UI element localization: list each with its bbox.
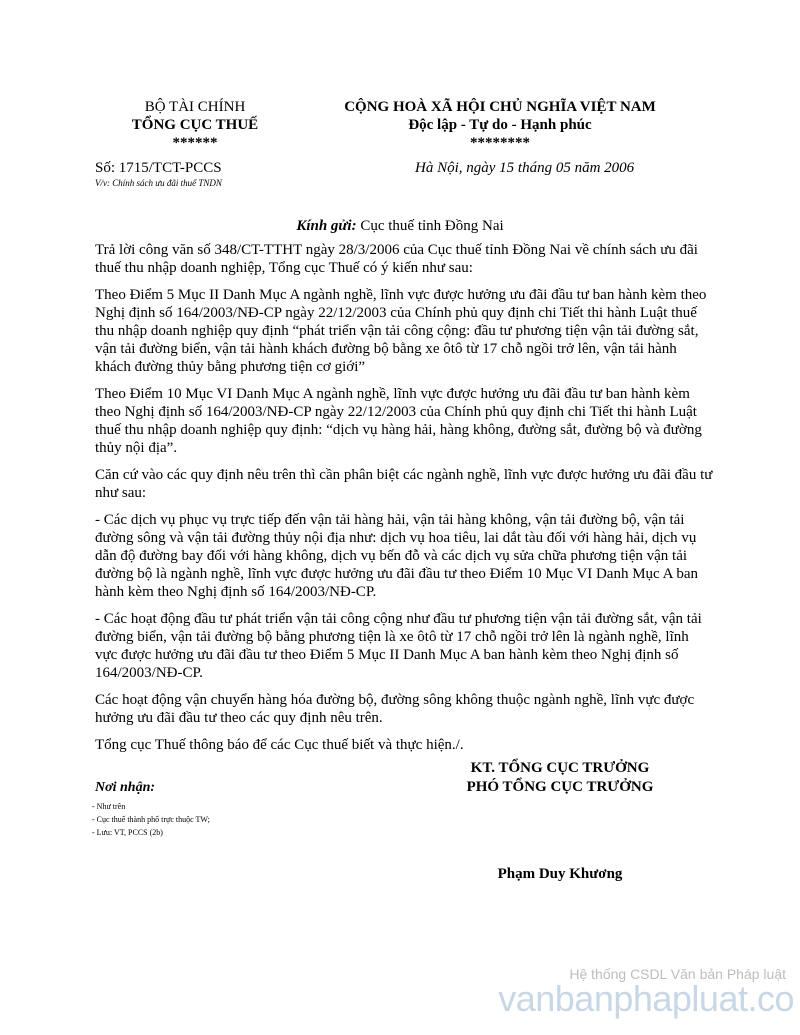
signature-line-1: KT. TỔNG CỤC TRƯỞNG — [470, 760, 650, 776]
recipient-line — [0, 218, 800, 235]
body-paragraph: Căn cứ vào các quy định nêu trên thì cần phân biệt các ngành nghề, lĩnh vực được hưởng ưu đãi đầu tư như sau: — [95, 467, 713, 501]
body-paragraph: Trả lời công văn số 348/CT-TTHT ngày 28/3/2006 của Cục thuế tỉnh Đồng Nai về chính sách ưu đãi thuế thu nhập doanh nghiệp, Tổng cục Thuế có ý kiến như sau: — [95, 242, 698, 276]
recipients-heading: Nơi nhận: — [95, 780, 156, 795]
body-paragraph: - Các dịch vụ phục vụ trực tiếp đến vận tải hàng hải, vận tải hàng không, vận tải đường bộ, vận tải đường sông và vận tải đường thủy nội địa như: dịch vụ hoa tiêu, lai dắt tàu đối với hàng hải, dịch vụ dẫn độ đường bay đối với hàng không, dịch vụ bến đỗ và các dịch vụ sửa chữa phương tiện vận tải đường bộ là ngành nghề, lĩnh vực được hưởng ưu đãi đầu tư theo Điểm 10 Mục VI Danh Mục A ban hành kèm theo Nghị định số 164/2003/NĐ-CP. — [95, 512, 699, 600]
issuer-block — [95, 98, 295, 152]
motto-separator: ******** — [470, 135, 530, 151]
issuer-separator: ****** — [172, 135, 218, 151]
national-motto: Độc lập - Tự do - Hạnh phúc — [408, 117, 592, 133]
letter-body — [95, 241, 713, 763]
document-number: Số: 1715/TCT-PCCS — [95, 160, 222, 176]
signature-title — [440, 759, 680, 797]
recipient-name: Cục thuế tỉnh Đồng Nai — [356, 218, 504, 234]
body-paragraph: Theo Điểm 10 Mục VI Danh Mục A ngành nghề, lĩnh vực được hưởng ưu đãi đầu tư ban hành kèm theo Nghị định số 164/2003/NĐ-CP ngày 22/12/2003 của Chính phủ quy định chi Tiết thi hành Luật thuế thu nhập doanh nghiệp quy định: “dịch vụ hàng hải, hàng không, đường sắt, đường bộ và đường thủy nội địa”. — [95, 386, 702, 456]
country-name: CỘNG HOÀ XÃ HỘI CHỦ NGHĨA VIỆT NAM — [344, 99, 656, 115]
body-paragraph: Tổng cục Thuế thông báo để các Cục thuế biết và thực hiện./. — [95, 737, 464, 753]
watermark-caption: Hệ thống CSDL Văn bản Pháp luật — [569, 966, 786, 982]
body-paragraph: Theo Điểm 5 Mục II Danh Mục A ngành nghề, lĩnh vực được hưởng ưu đãi đầu tư ban hành kèm theo Nghị định số 164/2003/NĐ-CP ngày 22/12/2003 của Chính phủ quy định chi Tiết thi hành Luật thuế thu nhập doanh nghiệp quy định “phát triển vận tải công cộng: đầu tư phương tiện vận tải đường sắt, vận tải đường biển, vận tải hành khách đường bộ bằng xe ôtô từ 17 chỗ ngồi trở lên, vận tải hành khách đường thủy bằng phương tiện cơ giới” — [95, 287, 707, 375]
watermark-site: vanbanphapluat.co — [498, 978, 794, 1019]
national-title-block — [285, 98, 715, 152]
list-item: - Như trên — [92, 802, 126, 811]
document-subject: V/v: Chính sách ưu đãi thuế TNDN — [95, 178, 222, 188]
document-date: Hà Nội, ngày 15 tháng 05 năm 2006 — [415, 160, 635, 176]
list-item: - Lưu: VT, PCCS (2b) — [92, 828, 163, 837]
body-paragraph: Các hoạt động vận chuyển hàng hóa đường bộ, đường sông không thuộc ngành nghề, lĩnh vực được hưởng ưu đãi đầu tư theo các quy định nêu trên. — [95, 692, 695, 726]
recipients-list — [92, 800, 210, 839]
ministry-name: BỘ TÀI CHÍNH — [144, 99, 246, 115]
agency-name: TỔNG CỤC THUẾ — [131, 117, 259, 133]
signature-line-2: PHÓ TỔNG CỤC TRƯỞNG — [466, 779, 654, 795]
signer-name: Phạm Duy Khương — [497, 866, 623, 882]
recipient-label: Kính gửi: — [296, 218, 357, 234]
list-item: - Cục thuế thành phố trực thuộc TW; — [92, 815, 210, 824]
body-paragraph: - Các hoạt động đầu tư phát triển vận tải công cộng như đầu tư phương tiện vận tải đường sắt, vận tải đường biển, vận tải đường bộ bằng phương tiện là xe ôtô từ 17 chỗ ngồi trở lên là ngành nghề, lĩnh vực được hưởng ưu đãi đầu tư theo Điểm 5 Mục II Danh Mục A ban hành kèm theo Nghị định số 164/2003/NĐ-CP. — [95, 611, 702, 681]
